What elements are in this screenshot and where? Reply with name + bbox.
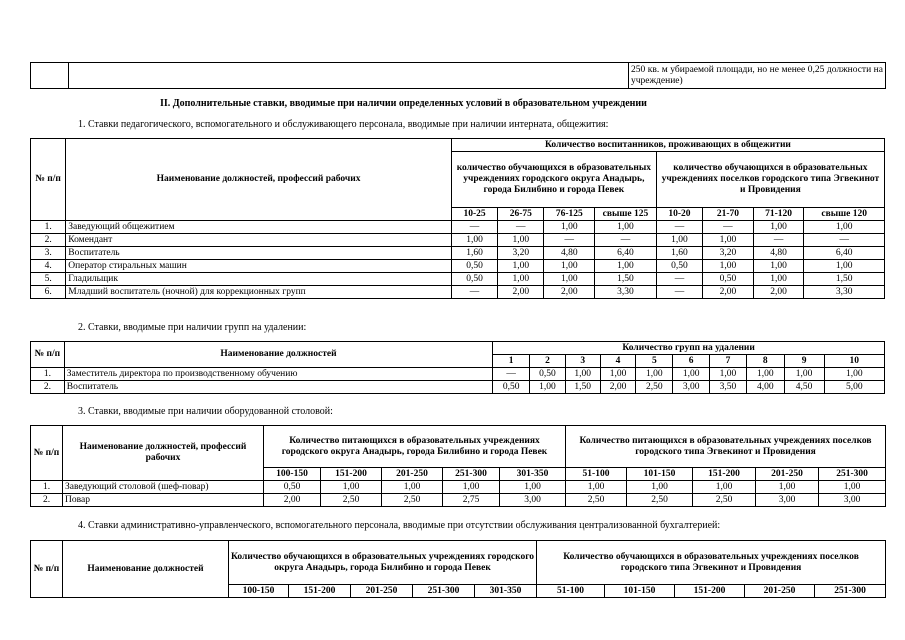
rate-cell: 1,00 xyxy=(595,221,657,234)
rate-cell: 1,00 xyxy=(498,260,544,273)
range-header: 26-75 xyxy=(498,208,544,221)
range-header: 10-25 xyxy=(451,208,497,221)
rate-cell: 1,00 xyxy=(544,260,595,273)
rate-cell: 0,50 xyxy=(451,260,497,273)
range-header: 71-120 xyxy=(753,208,804,221)
col-num-header: № п/п xyxy=(31,426,63,481)
rate-cell: 2,50 xyxy=(382,494,443,507)
rate-cell: 3,30 xyxy=(595,286,657,299)
col-name-header: Наименование должностей, профессий рабочих xyxy=(63,426,264,481)
rate-cell: — xyxy=(493,368,530,381)
rate-cell: — xyxy=(498,221,544,234)
table-row xyxy=(31,481,886,494)
rate-cell: 2,00 xyxy=(703,286,754,299)
rate-cell: 2,00 xyxy=(600,381,636,394)
group-header: Количество воспитанников, проживающих в общежитии xyxy=(451,139,884,152)
rate-cell: 1,00 xyxy=(656,234,702,247)
table-row xyxy=(31,247,885,260)
table-row xyxy=(31,234,885,247)
rate-cell: 1,00 xyxy=(600,368,636,381)
rate-cell: 0,50 xyxy=(703,273,754,286)
rate-cell: 4,80 xyxy=(544,247,595,260)
rate-cell: 1,50 xyxy=(565,381,600,394)
rate-cell: 1,00 xyxy=(819,481,886,494)
table-row xyxy=(31,368,885,381)
rate-cell: — xyxy=(595,234,657,247)
rate-cell: 1,00 xyxy=(321,481,382,494)
rate-cell: — xyxy=(451,286,497,299)
rate-cell: 1,00 xyxy=(753,273,804,286)
group-count-header: 4 xyxy=(600,355,636,368)
rate-cell: 2,50 xyxy=(321,494,382,507)
rate-cell: 1,00 xyxy=(756,481,819,494)
table-row xyxy=(31,494,886,507)
t1-caption: 1. Ставки педагогического, вспомогательного и обслуживающего персонала, вводимые при наличии интерната, общежития: xyxy=(78,119,609,130)
rate-cell: 1,00 xyxy=(443,481,500,494)
range-header: свыше 120 xyxy=(804,208,885,221)
row-number: 2. xyxy=(31,234,66,247)
continuation-text: 250 кв. м убираемой площади, но не менее 0,25 должности на учреждение) xyxy=(629,63,886,89)
row-number: 6. xyxy=(31,286,66,299)
group-count-header: 8 xyxy=(746,355,784,368)
row-number: 1. xyxy=(31,221,66,234)
rate-cell: — xyxy=(656,273,702,286)
range-header: 151-200 xyxy=(693,468,756,481)
range-header: 251-300 xyxy=(815,585,886,598)
range-header: 101-150 xyxy=(605,585,675,598)
rate-cell: 1,00 xyxy=(498,273,544,286)
range-header: 301-350 xyxy=(500,468,566,481)
rate-cell: 1,00 xyxy=(746,368,784,381)
rate-cell: 1,00 xyxy=(703,260,754,273)
rate-cell: 6,40 xyxy=(595,247,657,260)
table-row xyxy=(31,221,885,234)
row-number: 2. xyxy=(31,494,63,507)
row-number: 5. xyxy=(31,273,66,286)
range-header: 100-150 xyxy=(264,468,321,481)
range-header: 201-250 xyxy=(351,585,413,598)
t2-body xyxy=(31,368,885,394)
rate-cell: — xyxy=(656,286,702,299)
rate-cell: 2,50 xyxy=(627,494,693,507)
table-row xyxy=(31,286,885,299)
position-name: Заведующий общежитием xyxy=(66,221,452,234)
row-number: 1. xyxy=(31,481,63,494)
row-number: 3. xyxy=(31,247,66,260)
rate-cell: 2,50 xyxy=(636,381,673,394)
rate-cell: 1,00 xyxy=(703,234,754,247)
rate-cell: 1,00 xyxy=(595,260,657,273)
position-name: Повар xyxy=(63,494,264,507)
col-name-header: Наименование должностей, профессий рабочих xyxy=(66,139,452,221)
rate-cell: 1,00 xyxy=(498,234,544,247)
rate-cell: — xyxy=(656,221,702,234)
t1-body xyxy=(31,221,885,299)
rate-cell: 3,50 xyxy=(710,381,747,394)
rate-cell: 6,40 xyxy=(804,247,885,260)
group-count-header: 2 xyxy=(530,355,566,368)
rate-cell: 0,50 xyxy=(656,260,702,273)
range-header: 151-200 xyxy=(321,468,382,481)
rate-cell: 1,00 xyxy=(693,481,756,494)
range-header: 151-200 xyxy=(289,585,351,598)
rate-cell: — xyxy=(703,221,754,234)
subheader-egvekinot: Количество обучающихся в образовательных учреждениях поселков городского типа Эгвекинот и Провидения xyxy=(537,541,886,585)
rate-cell: 2,00 xyxy=(753,286,804,299)
rate-cell: 1,50 xyxy=(804,273,885,286)
range-header: 201-250 xyxy=(756,468,819,481)
range-header: 100-150 xyxy=(229,585,289,598)
col-name-header: Наименование должностей xyxy=(63,541,229,598)
group-count-header: 5 xyxy=(636,355,673,368)
table-row xyxy=(31,273,885,286)
rate-cell: 3,30 xyxy=(804,286,885,299)
col-num-header: № п/п xyxy=(31,342,65,368)
position-name: Воспитатель xyxy=(64,381,493,394)
rate-cell: 1,00 xyxy=(544,273,595,286)
subheader-egvekinot: количество обучающихся в образовательных учреждениях поселков городского типа Эгвекинот и Провидения xyxy=(656,152,884,208)
rate-cell: 1,60 xyxy=(451,247,497,260)
rate-cell: 1,00 xyxy=(565,368,600,381)
rate-cell: 2,75 xyxy=(443,494,500,507)
rate-cell: 2,00 xyxy=(544,286,595,299)
rate-cell: 3,00 xyxy=(819,494,886,507)
rate-cell: 1,00 xyxy=(500,481,566,494)
t3-body xyxy=(31,481,886,507)
col-num-header: № п/п xyxy=(31,541,63,598)
rate-cell: 1,50 xyxy=(595,273,657,286)
rate-cell: 1,00 xyxy=(804,221,885,234)
col-name-header: Наименование должностей xyxy=(64,342,493,368)
group-header: Количество групп на удалении xyxy=(493,342,885,355)
position-name: Воспитатель xyxy=(66,247,452,260)
rate-cell: — xyxy=(753,234,804,247)
row-number: 4. xyxy=(31,260,66,273)
group-count-header: 7 xyxy=(710,355,747,368)
rate-cell: 1,60 xyxy=(656,247,702,260)
rate-cell: 1,00 xyxy=(753,260,804,273)
group-count-header: 9 xyxy=(784,355,824,368)
position-name: Комендант xyxy=(66,234,452,247)
group-count-header: 3 xyxy=(565,355,600,368)
rate-cell: 2,00 xyxy=(264,494,321,507)
rate-cell: 1,00 xyxy=(753,221,804,234)
range-header: 76-125 xyxy=(544,208,595,221)
subheader-anadyr: количество обучающихся в образовательных учреждениях городского округа Анадырь, города Билибино и города Певек xyxy=(451,152,656,208)
group-count-header: 6 xyxy=(673,355,710,368)
continuation-table xyxy=(30,62,886,89)
group-count-header: 1 xyxy=(493,355,530,368)
subheader-anadyr: Количество питающихся в образовательных учреждениях городского округа Анадырь, города Билибино и города Певек xyxy=(264,426,566,468)
rate-cell: 1,00 xyxy=(824,368,884,381)
t2-caption: 2. Ставки, вводимые при наличии групп на удалении: xyxy=(78,322,307,333)
position-name: Гладильщик xyxy=(66,273,452,286)
rate-cell: 2,00 xyxy=(498,286,544,299)
rate-cell: 5,00 xyxy=(824,381,884,394)
position-name: Младший воспитатель (ночной) для коррекционных групп xyxy=(66,286,452,299)
row-number: 2. xyxy=(31,381,65,394)
rate-cell: 1,00 xyxy=(451,234,497,247)
table-row xyxy=(31,381,885,394)
rate-cell: — xyxy=(451,221,497,234)
range-header: 251-300 xyxy=(413,585,475,598)
rate-cell: 3,20 xyxy=(703,247,754,260)
rate-cell: 0,50 xyxy=(530,368,566,381)
table-row xyxy=(31,260,885,273)
rate-cell: 3,00 xyxy=(500,494,566,507)
rate-cell: 1,00 xyxy=(382,481,443,494)
position-name: Заведующий столовой (шеф-повар) xyxy=(63,481,264,494)
rate-cell: 1,00 xyxy=(636,368,673,381)
range-header: 21-70 xyxy=(703,208,754,221)
rate-cell: — xyxy=(544,234,595,247)
range-header: 10-20 xyxy=(656,208,702,221)
subheader-anadyr: Количество обучающихся в образовательных учреждениях городского округа Анадырь, города Билибино и города Певек xyxy=(229,541,537,585)
range-header: 251-300 xyxy=(443,468,500,481)
remote-groups-table xyxy=(30,341,885,394)
accounting-table xyxy=(30,540,886,598)
range-header: 201-250 xyxy=(382,468,443,481)
rate-cell: 1,00 xyxy=(627,481,693,494)
dormitory-table xyxy=(30,138,885,299)
range-header: 251-300 xyxy=(819,468,886,481)
t3-caption: 3. Ставки, вводимые при наличии оборудованной столовой: xyxy=(78,406,333,417)
rate-cell: 0,50 xyxy=(451,273,497,286)
position-name: Оператор стиральных машин xyxy=(66,260,452,273)
rate-cell: 1,00 xyxy=(566,481,627,494)
row-number: 1. xyxy=(31,368,65,381)
range-header: 201-250 xyxy=(745,585,815,598)
rate-cell: 0,50 xyxy=(264,481,321,494)
rate-cell: 2,50 xyxy=(566,494,627,507)
range-header: 301-350 xyxy=(475,585,537,598)
range-header: 101-150 xyxy=(627,468,693,481)
rate-cell: 4,50 xyxy=(784,381,824,394)
rate-cell: 4,80 xyxy=(753,247,804,260)
rate-cell: 3,00 xyxy=(673,381,710,394)
rate-cell: 1,00 xyxy=(784,368,824,381)
group-count-header: 10 xyxy=(824,355,884,368)
rate-cell: 1,00 xyxy=(530,381,566,394)
col-num-header: № п/п xyxy=(31,139,66,221)
range-header: 51-100 xyxy=(537,585,605,598)
rate-cell: 2,50 xyxy=(693,494,756,507)
rate-cell: 3,20 xyxy=(498,247,544,260)
position-name: Заместитель директора по производственному обучению xyxy=(64,368,493,381)
t4-caption: 4. Ставки административно-управленческого, вспомогательного персонала, вводимые при отсутствии обслуживания централизованной бухгалтерией: xyxy=(78,520,721,531)
rate-cell: 1,00 xyxy=(710,368,747,381)
rate-cell: 3,00 xyxy=(756,494,819,507)
rate-cell: 1,00 xyxy=(673,368,710,381)
subheader-egvekinot: Количество питающихся в образовательных учреждениях поселков городского типа Эгвекинот и Провидения xyxy=(566,426,886,468)
rate-cell: 4,00 xyxy=(746,381,784,394)
canteen-table xyxy=(30,425,886,507)
range-header: 151-200 xyxy=(675,585,745,598)
range-header: 51-100 xyxy=(566,468,627,481)
range-header: свыше 125 xyxy=(595,208,657,221)
rate-cell: 1,00 xyxy=(804,260,885,273)
section-title: II. Дополнительные ставки, вводимые при наличии определенных условий в образовательном учреждении xyxy=(160,98,647,109)
rate-cell: 0,50 xyxy=(493,381,530,394)
rate-cell: — xyxy=(804,234,885,247)
rate-cell: 1,00 xyxy=(544,221,595,234)
